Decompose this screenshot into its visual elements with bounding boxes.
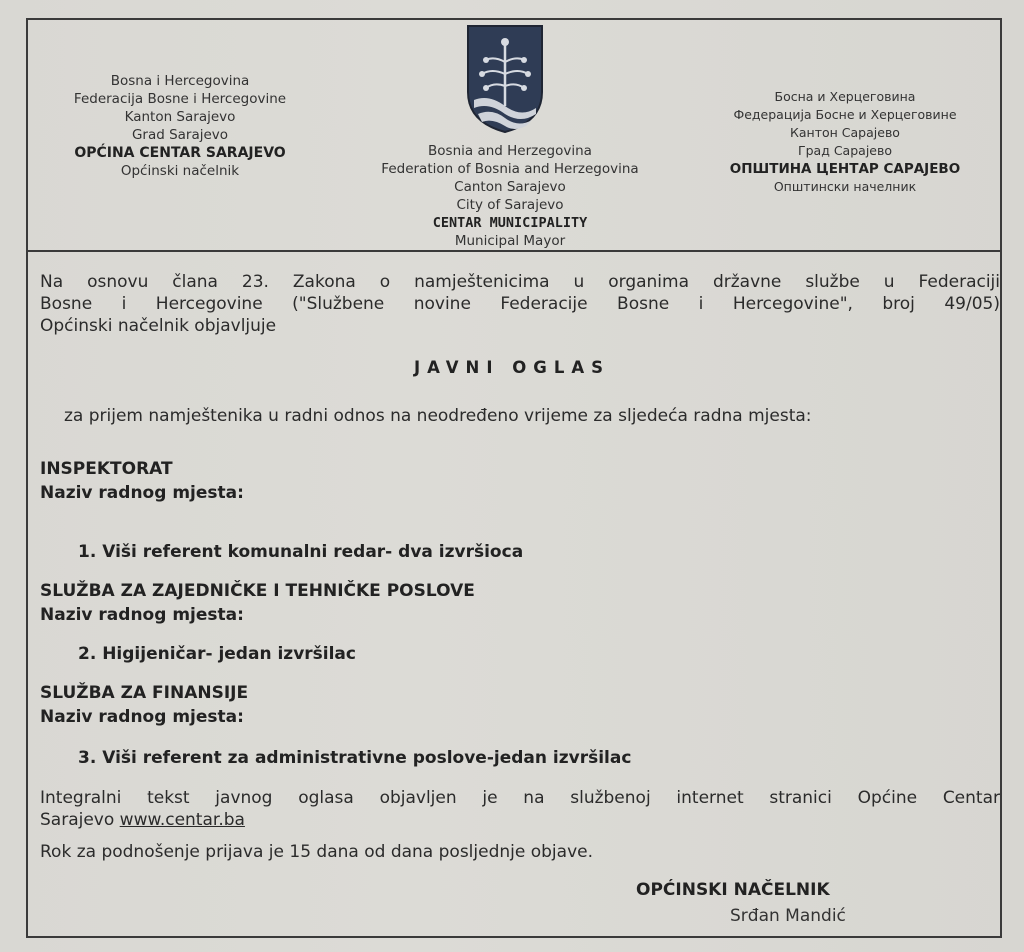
header-english <box>340 142 680 250</box>
section-name-inspektorat: INSPEKTORAT <box>40 459 173 479</box>
header-left-mayor: Općinski načelnik <box>120 163 240 179</box>
section-name-finansije: SLUŽBA ZA FINANSIJE <box>40 683 249 703</box>
signature-name: Srđan Mandić <box>730 906 846 926</box>
notice-title: JAVNI OGLAS <box>414 358 610 377</box>
position-item-3: 3. Viši referent za administrativne poslove-jedan izvršilac <box>78 748 632 768</box>
intro-line-2: Bosne i Hercegovine ("Službene novine Federacije Bosne i Hercegovine", broj 49/05) <box>40 294 1000 314</box>
header-right-mayor: Општински начелник <box>773 179 917 194</box>
website-link[interactable]: www.centar.ba <box>119 810 245 830</box>
header-center-line2: Federation of Bosnia and Herzegovina <box>381 161 639 177</box>
footer-line-1: Integralni tekst javnog oglasa objavljen je na službenoj internet stranici Općine Centar <box>40 788 1000 808</box>
section-name-zajednicke: SLUŽBA ZA ZAJEDNIČKE I TEHNIČKE POSLOVE <box>40 581 475 601</box>
header-divider <box>26 250 1002 252</box>
header-right-line3: Кантон Сарајево <box>790 125 900 140</box>
header-right-municipality: ОПШТИНА ЦЕНТАР САРАЈЕВО <box>729 161 961 177</box>
intro-line-3: Općinski načelnik objavljuje <box>40 316 277 336</box>
header-left-line3: Kanton Sarajevo <box>124 109 236 125</box>
intro-line-1: Na osnovu člana 23. Zakona o namještenicima u organima državne službe u Federaciji <box>40 272 1000 292</box>
section-label: Naziv radnog mjesta: <box>40 605 244 625</box>
header-left-line2: Federacija Bosne i Hercegovine <box>73 91 287 107</box>
position-item-1: 1. Viši referent komunalni redar- dva izvršioca <box>78 542 524 562</box>
header-right-line4: Град Сарајево <box>798 143 892 158</box>
header-left-line4: Grad Sarajevo <box>131 127 229 143</box>
footer-line-3: Rok za podnošenje prijava je 15 dana od dana posljednje objave. <box>40 842 593 862</box>
signature-title: OPĆINSKI NAČELNIK <box>636 880 830 900</box>
header-cyrillic <box>690 88 1000 196</box>
header-center-line1: Bosnia and Herzegovina <box>428 143 592 159</box>
header-center-municipality: CENTAR MUNICIPALITY <box>432 215 588 231</box>
header-bosnian <box>40 72 320 180</box>
footer-line-2 <box>40 810 245 831</box>
header-right-line1: Босна и Херцеговина <box>774 89 916 104</box>
header-left-municipality: OPĆINA CENTAR SARAJEVO <box>74 145 286 161</box>
coat-of-arms-icon <box>464 22 546 134</box>
header-center-mayor: Municipal Mayor <box>454 233 566 249</box>
section-label: Naziv radnog mjesta: <box>40 707 244 727</box>
position-item-2: 2. Higijeničar- jedan izvršilac <box>78 644 356 664</box>
header-center-line4: City of Sarajevo <box>456 197 564 213</box>
header-right-line2: Федерација Босне и Херцеговине <box>733 107 957 122</box>
header-left-line1: Bosna i Hercegovina <box>110 73 250 89</box>
footer-line-2-prefix: Sarajevo <box>40 810 120 830</box>
header-center-line3: Canton Sarajevo <box>454 179 566 195</box>
notice-subtitle: za prijem namještenika u radni odnos na neodređeno vrijeme za sljedeća radna mjesta: <box>64 406 812 426</box>
section-label: Naziv radnog mjesta: <box>40 483 244 503</box>
